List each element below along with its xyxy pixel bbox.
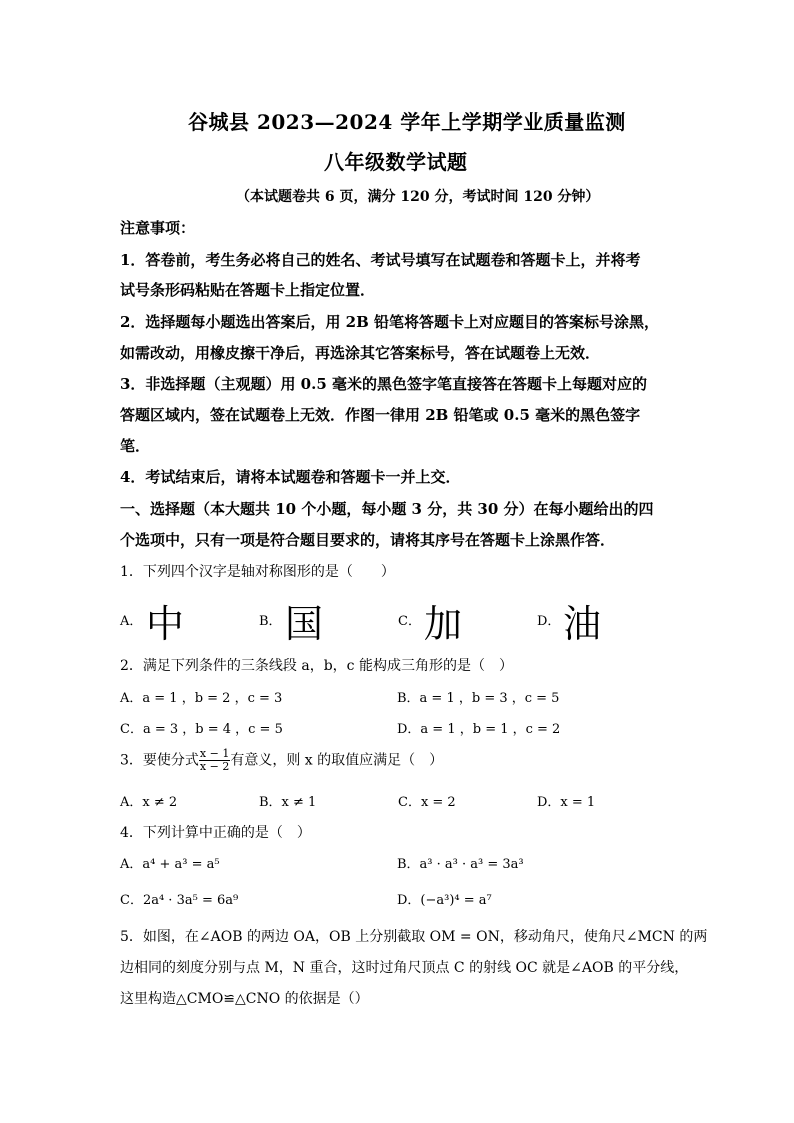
fraction (199, 748, 230, 773)
question-2-option-a: A．a = 1 ，b = 2 ，c = 3 (120, 691, 283, 706)
question-3-prefix: 3．要使分式 (120, 752, 199, 769)
question-3-option-d: D．x = 1 (537, 795, 596, 810)
question-5-line: 这里构造△CMO≌△CNO 的依据是（） (120, 991, 369, 1007)
question-4-option-c: C．2a⁴ · 3a⁵ = 6a⁹ (120, 893, 239, 908)
question-4-stem: 4．下列计算中正确的是（ ） (120, 825, 311, 841)
question-2-stem: 2．满足下列条件的三条线段 a，b，c 能构成三角形的是（ ） (120, 658, 513, 674)
question-5-line: 边相同的刻度分别与点 M，N 重合，这时过角尺顶点 C 的射线 OC 就是∠AOB 的平分线， (120, 960, 689, 976)
fraction-numerator: x − 1 (199, 747, 230, 760)
option-d-label: D． (537, 614, 561, 629)
section-heading: 个选项中，只有一项是符合题目要求的，请将其序号在答题卡上涂黑作答． (120, 531, 616, 549)
question-4-option-a: A．a⁴ + a³ = a⁵ (120, 857, 220, 872)
question-2-option-b: B．a = 1 ，b = 3 ，c = 5 (397, 691, 560, 706)
fraction-denominator: x − 2 (199, 760, 230, 773)
notice-line: 如需改动，用橡皮擦干净后，再选涂其它答案标号，答在试题卷上无效． (120, 344, 601, 362)
notice-line: 3．非选择题（主观题）用 0.5 毫米的黑色签字笔直接答在答题卡上每题对应的 (120, 375, 647, 393)
question-3-option-a: A．x ≠ 2 (120, 795, 178, 810)
notice-line: 2．选择题每小题选出答案后，用 2B 铅笔将答题卡上对应题目的答案标号涂黑， (120, 313, 660, 331)
option-d-character: 油 (563, 602, 602, 646)
option-a-character: 中 (146, 602, 185, 646)
exam-subtitle: 八年级数学试题 (324, 150, 468, 174)
question-2-option-c: C．a = 3 ，b = 4 ，c = 5 (120, 722, 283, 737)
notice-line: 试号条形码粘贴在答题卡上指定位置． (120, 281, 376, 299)
question-4-option-b: B．a³ · a³ · a³ = 3a³ (397, 857, 524, 872)
option-b-label: B． (259, 614, 282, 629)
notice-line: 4．考试结束后，请将本试题卷和答题卡一并上交． (120, 468, 461, 486)
exam-title: 谷城县 2023—2024 学年上学期学业质量监测 (188, 110, 626, 134)
notice-line: 答题区域内，签在试题卷上无效．作图一律用 2B 铅笔或 0.5 毫米的黑色签字 (120, 406, 641, 424)
question-2-option-d: D．a = 1 ，b = 1 ，c = 2 (397, 722, 561, 737)
question-3-option-c: C．x = 2 (398, 795, 456, 810)
option-c-label: C． (398, 614, 421, 629)
question-3-option-b: B．x ≠ 1 (259, 795, 317, 810)
option-c-character: 加 (424, 602, 463, 646)
option-a-label: A． (120, 614, 143, 629)
notice-line: 1．答卷前，考生务必将自己的姓名、考试号填写在试题卷和答题卡上，并将考 (120, 251, 641, 269)
notice-line: 笔． (120, 437, 151, 455)
question-1-stem: 1．下列四个汉字是轴对称图形的是（ ） (120, 564, 395, 580)
question-3-stem (120, 748, 443, 773)
question-5-line: 5．如图，在∠AOB 的两边 OA，OB 上分别截取 OM = ON，移动角尺，使角尺∠MCN 的两 (120, 929, 708, 945)
question-3-suffix: 有意义，则 x 的取值应满足（ ） (230, 752, 444, 769)
section-heading: 一、选择题（本大题共 10 个小题，每小题 3 分，共 30 分）在每小题给出的四 (120, 500, 654, 518)
option-b-character: 国 (285, 602, 324, 646)
notice-heading: 注意事项： (120, 219, 196, 237)
question-4-option-d: D．(−a³)⁴ = a⁷ (397, 893, 492, 908)
exam-info: （本试题卷共 6 页，满分 120 分，考试时间 120 分钟） (236, 189, 600, 205)
